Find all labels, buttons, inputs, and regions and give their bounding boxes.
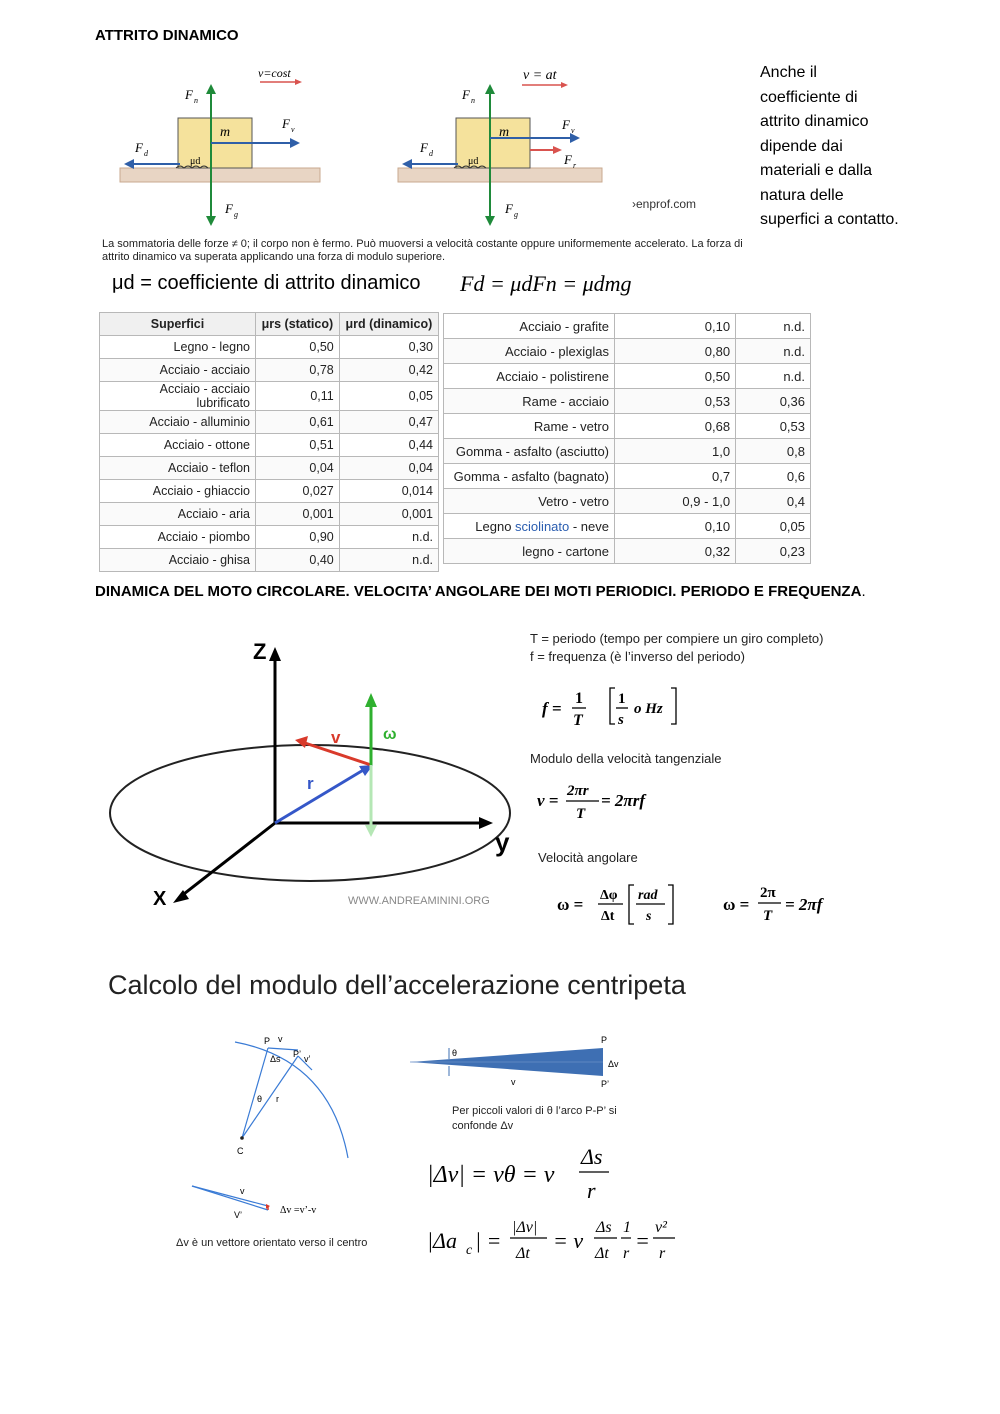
svg-text:s: s bbox=[618, 712, 624, 728]
svg-text:Z: Z bbox=[253, 639, 267, 664]
svg-text:= 2πrf: = 2πrf bbox=[601, 791, 645, 810]
svg-text:r: r bbox=[587, 1178, 596, 1202]
svg-text:n: n bbox=[194, 96, 198, 105]
svg-text:m: m bbox=[220, 125, 231, 140]
svg-text:1: 1 bbox=[623, 1219, 631, 1236]
svg-text:v =: v = bbox=[537, 791, 559, 810]
table-header: μrd (dinamico) bbox=[339, 313, 438, 336]
table-row: Acciaio - plexiglas 0,80 n.d. bbox=[444, 339, 811, 364]
table-row: Acciaio - polistirene 0,50 n.d. bbox=[444, 364, 811, 389]
dv-vector-caption: Δv è un vettore orientato verso il centro bbox=[176, 1237, 368, 1249]
friction-table-right bbox=[443, 313, 811, 564]
centripetal-acceleration-equation bbox=[425, 1212, 685, 1268]
svg-text:T: T bbox=[573, 712, 583, 729]
friction-formula: Fd = μdFn = μdmg bbox=[460, 271, 632, 296]
svg-text:rad: rad bbox=[638, 888, 658, 903]
angular-velocity-label: Velocità angolare bbox=[538, 850, 638, 865]
frequency-formula bbox=[540, 682, 700, 732]
svg-text:d: d bbox=[429, 149, 433, 158]
svg-text:P’: P’ bbox=[293, 1049, 302, 1059]
svg-text:ω =: ω = bbox=[557, 895, 584, 914]
angular-velocity-formulas bbox=[555, 880, 855, 928]
svg-text:v²: v² bbox=[655, 1219, 667, 1236]
svg-text:Δφ: Δφ bbox=[600, 888, 618, 903]
svg-text:F: F bbox=[135, 140, 143, 155]
table-row: Gomma - asfalto (bagnato) 0,7 0,6 bbox=[444, 464, 811, 489]
svg-text:Δs: Δs bbox=[270, 1054, 281, 1064]
svg-text:P’: P’ bbox=[601, 1079, 610, 1089]
svg-text:v = at: v = at bbox=[523, 68, 557, 83]
table-row: Acciaio - aria 0,001 0,001 bbox=[100, 503, 439, 526]
tangential-velocity-label: Modulo della velocità tangenziale bbox=[530, 751, 722, 766]
svg-text:m: m bbox=[499, 125, 510, 140]
svg-text:n: n bbox=[471, 96, 475, 105]
svg-text:F: F bbox=[564, 152, 572, 167]
svg-text:F: F bbox=[420, 140, 428, 155]
friction-table-left bbox=[99, 312, 439, 572]
svg-text:| =: | = bbox=[475, 1228, 502, 1253]
svg-text:μd: μd bbox=[468, 156, 479, 167]
svg-text:θ: θ bbox=[452, 1048, 458, 1058]
svg-text:Δv =v’-v: Δv =v’-v bbox=[280, 1205, 317, 1216]
svg-text:d: d bbox=[144, 149, 148, 158]
svg-text:r: r bbox=[659, 1245, 666, 1262]
table-header: Superfici bbox=[100, 313, 256, 336]
friction-caption: La sommatoria delle forze ≠ 0; il corpo non è fermo. Può muoversi a velocità costante oppure uniformemente accelerato. La forza di attrito dinamico va superata applicando una forza di modulo superiore. bbox=[102, 238, 743, 263]
table-row: Acciaio - ghiaccio 0,027 0,014 bbox=[100, 480, 439, 503]
svg-text:v’: v’ bbox=[304, 1054, 311, 1064]
table-header: μrs (statico) bbox=[256, 313, 340, 336]
delta-v-triangle bbox=[405, 1030, 635, 1095]
table-row: Acciaio - ottone 0,51 0,44 bbox=[100, 434, 439, 457]
svg-text:Δt: Δt bbox=[516, 1245, 530, 1262]
svg-text:g: g bbox=[514, 210, 518, 219]
svg-text:P: P bbox=[264, 1036, 271, 1046]
svg-text:T: T bbox=[576, 806, 586, 822]
svg-text:F: F bbox=[225, 201, 233, 216]
svg-text:2π: 2π bbox=[760, 885, 776, 901]
svg-text:r: r bbox=[573, 161, 577, 170]
svg-text:= 2πf: = 2πf bbox=[785, 895, 823, 914]
table-row: Vetro - vetro 0,9 - 1,0 0,4 bbox=[444, 489, 811, 514]
svg-text:F: F bbox=[462, 87, 470, 102]
svg-text:V’: V’ bbox=[234, 1210, 243, 1220]
svg-text:r: r bbox=[623, 1245, 630, 1262]
svg-text:μd: μd bbox=[190, 156, 201, 167]
svg-text:Δv: Δv bbox=[608, 1059, 619, 1069]
table-row: Acciaio - grafite 0,10 n.d. bbox=[444, 314, 811, 339]
sciolinato-link[interactable]: sciolinato bbox=[515, 518, 570, 534]
diagram-watermark: ›enprof.com bbox=[632, 197, 697, 211]
friction-diagram-accelerated bbox=[392, 60, 712, 230]
svg-text:F: F bbox=[282, 116, 290, 131]
svg-text:r: r bbox=[276, 1094, 279, 1104]
svg-text:F: F bbox=[185, 87, 193, 102]
table-row: Legno - legno 0,50 0,30 bbox=[100, 336, 439, 359]
svg-text:y: y bbox=[495, 827, 510, 857]
svg-text:=: = bbox=[635, 1228, 650, 1253]
table-row: Legno sciolinato - neve 0,10 0,05 bbox=[444, 514, 811, 539]
svg-text:v: v bbox=[291, 125, 295, 134]
svg-text:2πr: 2πr bbox=[567, 783, 589, 799]
svg-text:ω: ω bbox=[383, 726, 397, 743]
svg-text:1: 1 bbox=[618, 691, 626, 707]
svg-text:r: r bbox=[307, 774, 314, 793]
table-row: Acciaio - ghisa 0,40 n.d. bbox=[100, 549, 439, 572]
tangential-velocity-formula bbox=[535, 778, 675, 824]
friction-diagram-constant-velocity bbox=[110, 60, 330, 230]
svg-text:F: F bbox=[562, 117, 570, 132]
svg-text:Δt: Δt bbox=[595, 1245, 609, 1262]
svg-text:T: T bbox=[763, 908, 773, 924]
svg-text:|Δv| = vθ = v: |Δv| = vθ = v bbox=[427, 1162, 555, 1188]
section-title-attrito: ATTRITO DINAMICO bbox=[95, 27, 239, 44]
svg-text:Δt: Δt bbox=[601, 909, 615, 924]
table-row: Rame - vetro 0,68 0,53 bbox=[444, 414, 811, 439]
table-row: legno - cartone 0,32 0,23 bbox=[444, 539, 811, 564]
table-row: Acciaio - alluminio 0,61 0,47 bbox=[100, 411, 439, 434]
table-row: Acciaio - acciaio lubrificato 0,11 0,05 bbox=[100, 382, 439, 411]
svg-text:F: F bbox=[505, 201, 513, 216]
svg-text:Δs: Δs bbox=[596, 1219, 612, 1236]
svg-text:|Δa: |Δa bbox=[427, 1228, 457, 1253]
svg-text:c: c bbox=[466, 1243, 473, 1258]
svg-text:ω =: ω = bbox=[723, 895, 750, 914]
table-row: Gomma - asfalto (asciutto) 1,0 0,8 bbox=[444, 439, 811, 464]
table-row: Acciaio - piombo 0,90 n.d. bbox=[100, 526, 439, 549]
svg-text:g: g bbox=[234, 210, 238, 219]
centripetal-arc-diagram bbox=[180, 1030, 380, 1265]
svg-text:1: 1 bbox=[575, 690, 583, 707]
svg-text:X: X bbox=[153, 888, 167, 910]
side-note: Anche il coefficiente di attrito dinamico dipende dai materiali e dalla natura delle superfici a contatto. bbox=[760, 64, 899, 228]
table-row: Acciaio - teflon 0,04 0,04 bbox=[100, 457, 439, 480]
svg-text:P: P bbox=[601, 1035, 608, 1045]
svg-text:v: v bbox=[240, 1186, 245, 1196]
triangle-caption: Per piccoli valori di θ l’arco P-P’ si confonde Δv bbox=[452, 1105, 617, 1132]
svg-text:o Hz: o Hz bbox=[634, 701, 663, 717]
svg-text:C: C bbox=[237, 1146, 244, 1156]
frequency-definition: f = frequenza (è l’inverso del periodo) bbox=[530, 649, 745, 664]
table-row: Rame - acciaio 0,53 0,36 bbox=[444, 389, 811, 414]
period-definition: T = periodo (tempo per compiere un giro completo) bbox=[530, 631, 824, 646]
svg-text:= v: = v bbox=[553, 1228, 584, 1253]
svg-text:Δs: Δs bbox=[581, 1144, 603, 1169]
circular-motion-diagram bbox=[105, 635, 525, 915]
svg-text:v: v bbox=[511, 1077, 516, 1087]
svg-text:v: v bbox=[331, 728, 341, 747]
svg-text:v: v bbox=[571, 126, 575, 135]
svg-text:f =: f = bbox=[542, 699, 562, 718]
svg-text:v: v bbox=[278, 1034, 283, 1044]
mu-definition: μd = coefficiente di attrito dinamico bbox=[112, 272, 421, 294]
svg-text:θ: θ bbox=[257, 1094, 263, 1104]
section-title-moto-circolare: DINAMICA DEL MOTO CIRCOLARE. VELOCITA’ ANGOLARE DEI MOTI PERIODICI. PERIODO E FREQUENZA. bbox=[95, 583, 866, 600]
svg-text:|Δv|: |Δv| bbox=[512, 1219, 538, 1236]
svg-text:s: s bbox=[646, 909, 652, 924]
velocity-label: v=cost bbox=[258, 66, 291, 80]
delta-v-equation bbox=[425, 1140, 625, 1202]
section-title-accelerazione-centripeta: Calcolo del modulo dell’accelerazione centripeta bbox=[108, 970, 686, 1000]
table-row: Acciaio - acciaio 0,78 0,42 bbox=[100, 359, 439, 382]
diagram-watermark: WWW.ANDREAMININI.ORG bbox=[348, 895, 490, 907]
